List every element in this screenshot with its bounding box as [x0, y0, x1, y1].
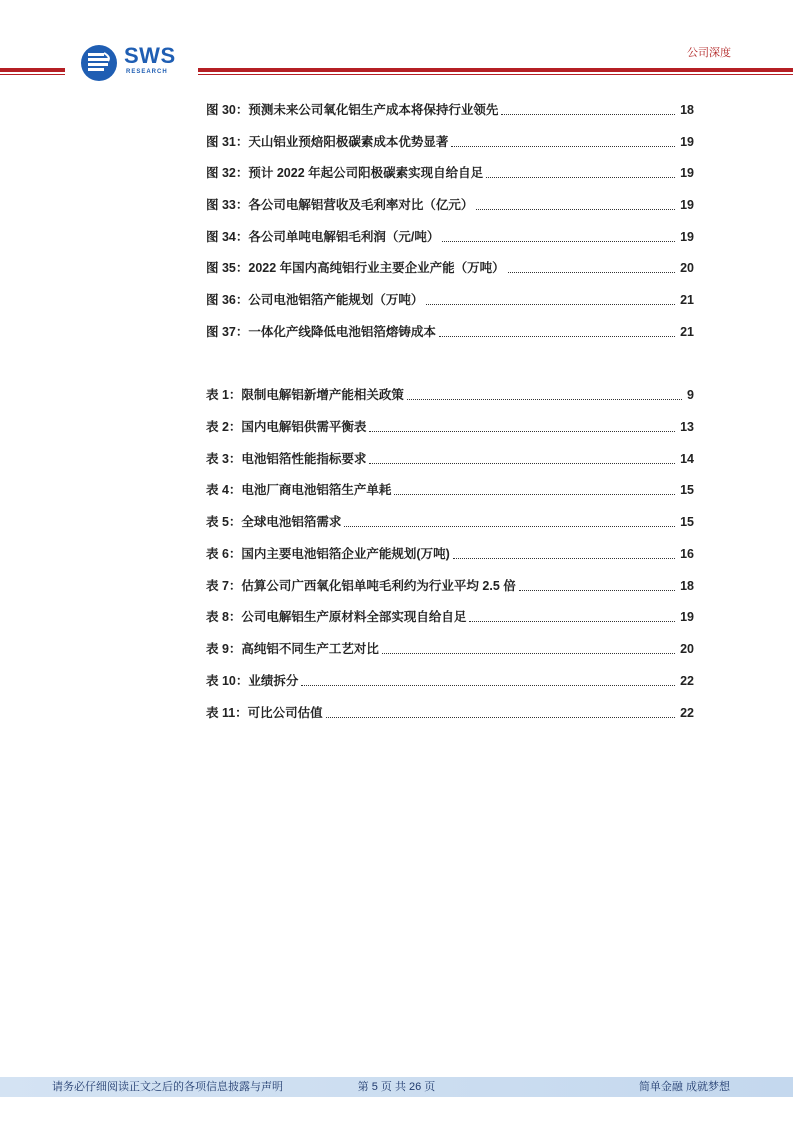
toc-entry[interactable] [206, 164, 694, 182]
toc-entry[interactable] [206, 672, 694, 690]
toc-entry-page: 18 [680, 103, 694, 117]
toc-entry-page: 19 [680, 135, 694, 149]
toc-leader [407, 398, 682, 400]
toc-leader [453, 557, 675, 559]
report-type-label: 公司深度 [687, 47, 731, 59]
toc-leader [469, 620, 675, 622]
toc-entry-title: 图 36：公司电池铝箔产能规划（万吨） [206, 293, 424, 307]
toc-leader [344, 525, 675, 527]
toc-entry-title: 图 30：预测未来公司氧化铝生产成本将保持行业领先 [206, 103, 499, 117]
toc-leader [369, 430, 675, 432]
toc-entry-title: 表 7：估算公司广西氧化铝单吨毛利约为行业平均 2.5 倍 [206, 579, 516, 593]
toc-entry-title: 表 1：限制电解铝新增产能相关政策 [206, 388, 404, 402]
toc-entry-page: 21 [680, 293, 694, 307]
toc-entry-title: 表 5：全球电池铝箔需求 [206, 515, 342, 529]
toc-leader [382, 652, 675, 654]
toc-entry[interactable] [206, 608, 694, 626]
logo-subtext: RESEARCH [126, 69, 168, 75]
logo-text: SWS [124, 43, 176, 68]
toc-leader [426, 303, 675, 305]
toc-entry-title: 图 35：2022 年国内高纯铝行业主要企业产能（万吨） [206, 261, 505, 275]
toc-leader [326, 716, 675, 718]
toc-entry-title: 图 32：预计 2022 年起公司阳极碳素实现自给自足 [206, 166, 484, 180]
toc-entry-title: 表 8：公司电解铝生产原材料全部实现自给自足 [206, 610, 467, 624]
toc-entry-page: 19 [680, 198, 694, 212]
toc-entry-page: 22 [680, 674, 694, 688]
toc-entry-page: 19 [680, 610, 694, 624]
toc-entry-title: 图 33：各公司电解铝营收及毛利率对比（亿元） [206, 198, 474, 212]
toc-entry-page: 16 [680, 547, 694, 561]
toc-entry[interactable] [206, 291, 694, 309]
footer-page-number: 第 5 页 共 26 页 [357, 1081, 436, 1093]
footer-disclaimer: 请务必仔细阅读正文之后的各项信息披露与声明 [52, 1081, 283, 1093]
toc-entry[interactable] [206, 450, 694, 468]
toc-leader [519, 589, 675, 591]
toc-leader [442, 240, 675, 242]
toc-entry-title: 图 37：一体化产线降低电池铝箔熔铸成本 [206, 325, 436, 339]
toc-entry-page: 18 [680, 579, 694, 593]
toc-leader [486, 176, 675, 178]
toc-entry[interactable] [206, 513, 694, 531]
toc-entry-page: 14 [680, 452, 694, 466]
toc-entry-title: 图 34：各公司单吨电解铝毛利润（元/吨） [206, 230, 440, 244]
toc-entry-title: 表 2：国内电解铝供需平衡表 [206, 420, 367, 434]
toc-leader [369, 462, 675, 464]
toc-entry[interactable] [206, 259, 694, 277]
toc-entry-title: 表 6：国内主要电池铝箔企业产能规划(万吨) [206, 547, 450, 561]
header-rule-right-thin [198, 74, 793, 75]
toc-entry[interactable] [206, 228, 694, 246]
toc-leader [501, 113, 675, 115]
toc-leader [439, 335, 675, 337]
toc-entry-page: 9 [687, 388, 694, 402]
toc-entry[interactable] [206, 640, 694, 658]
toc-entry-title: 图 31：天山铝业预焙阳极碳素成本优势显著 [206, 135, 449, 149]
header-rule-left-thin [0, 74, 65, 75]
toc-entry-page: 20 [680, 642, 694, 656]
toc-entry-page: 21 [680, 325, 694, 339]
toc-entry-title: 表 3：电池铝箔性能指标要求 [206, 452, 367, 466]
toc-leader [394, 493, 675, 495]
toc-entry[interactable] [206, 545, 694, 563]
toc-entry-title: 表 11：可比公司估值 [206, 706, 323, 720]
toc-entry-page: 20 [680, 261, 694, 275]
page-footer [0, 1077, 793, 1097]
toc-leader [508, 271, 675, 273]
toc-entry[interactable] [206, 577, 694, 595]
toc-entry[interactable] [206, 481, 694, 499]
toc-leader [476, 208, 675, 210]
toc-entry-page: 22 [680, 706, 694, 720]
toc-entry-title: 表 4：电池厂商电池铝箔生产单耗 [206, 483, 392, 497]
toc-entry[interactable] [206, 386, 694, 404]
toc-leader [301, 684, 675, 686]
sws-logo [80, 42, 190, 82]
toc-entry[interactable] [206, 418, 694, 436]
toc-leader [451, 145, 675, 147]
toc-entry-title: 表 10：业绩拆分 [206, 674, 299, 688]
toc-entry-page: 19 [680, 166, 694, 180]
toc-entry[interactable] [206, 196, 694, 214]
toc-entry-page: 15 [680, 515, 694, 529]
toc-entry-page: 13 [680, 420, 694, 434]
toc-entry-page: 15 [680, 483, 694, 497]
toc-entry[interactable] [206, 133, 694, 151]
footer-slogan: 简单金融 成就梦想 [638, 1081, 730, 1093]
toc-entry[interactable] [206, 323, 694, 341]
header-rule-left [0, 68, 65, 72]
toc-entry[interactable] [206, 101, 694, 119]
toc-entry-page: 19 [680, 230, 694, 244]
sws-logo-icon [80, 44, 118, 82]
toc-entry-title: 表 9：高纯铝不同生产工艺对比 [206, 642, 379, 656]
header-rule-right [198, 68, 793, 72]
toc-entry[interactable] [206, 704, 694, 722]
